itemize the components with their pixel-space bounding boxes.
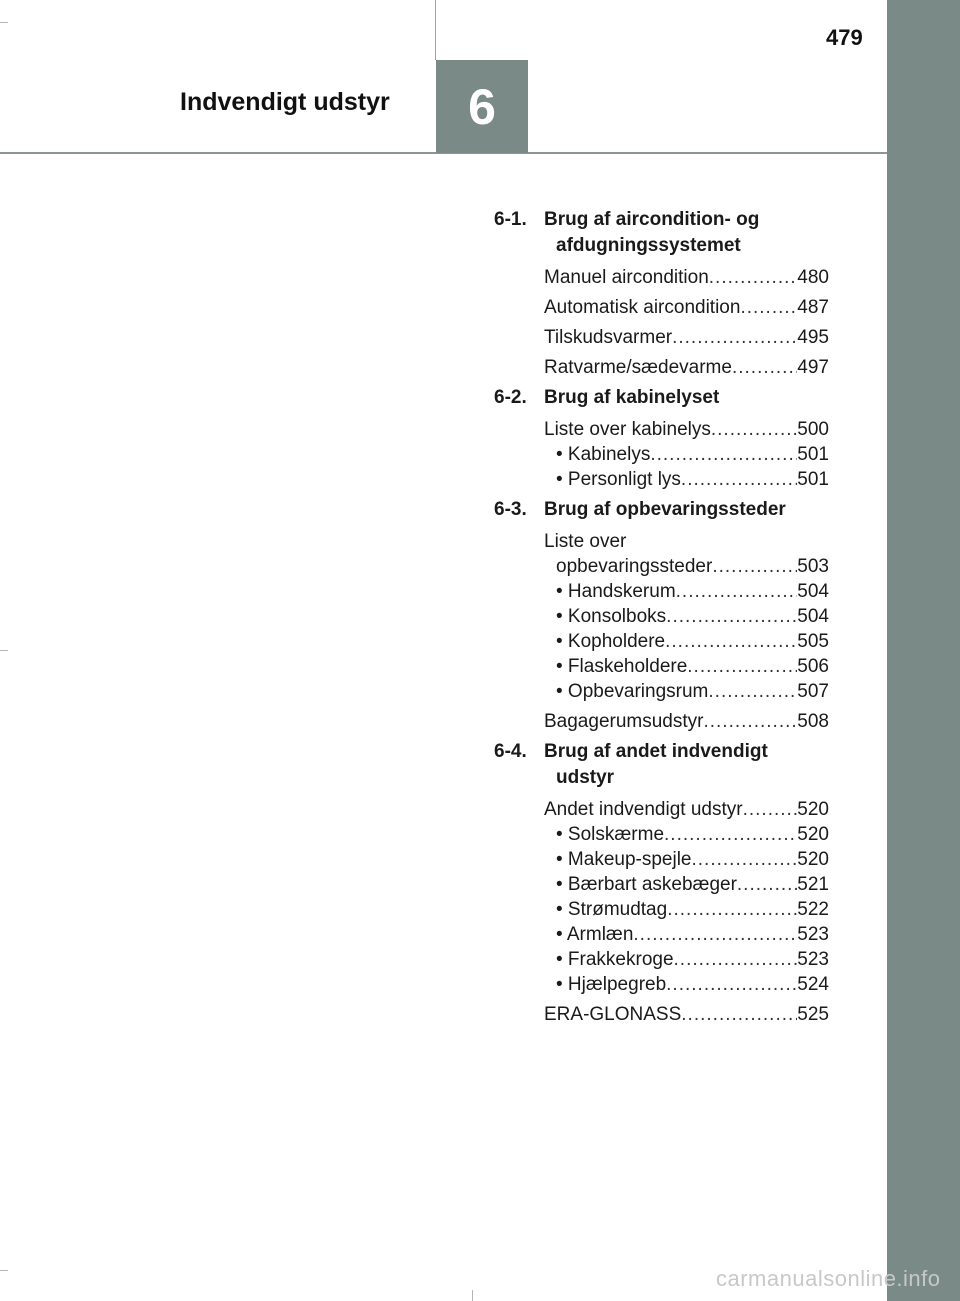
leader-dots [672,325,797,350]
section-number: 6-3. [494,499,527,520]
table-of-contents [494,207,829,1032]
leader-dots [633,922,797,947]
entry-label: • Opbevaringsrum [556,681,709,702]
leader-dots [650,442,797,467]
entry-page: 497 [797,357,829,378]
crop-mark [0,1270,8,1271]
leader-dots [681,1002,797,1027]
leader-dots [712,554,797,579]
entry-page: 501 [797,444,829,465]
entry-page: 520 [797,824,829,845]
toc-subentry[interactable] [494,604,829,629]
entry-label: Ratvarme/sædevarme [544,357,732,378]
entry-label: • Hjælpegreb [556,974,667,995]
leader-dots [711,417,797,442]
leader-dots [737,872,797,897]
toc-section-heading[interactable] [494,207,829,259]
section-number: 6-1. [494,209,527,230]
entry-page: 521 [797,874,829,895]
toc-section-heading[interactable] [494,497,829,523]
toc-entry[interactable] [494,1002,829,1027]
toc-section-6-2 [494,385,829,492]
leader-dots [665,629,797,654]
entry-page: 506 [797,656,829,677]
entry-page: 487 [797,297,829,318]
entry-label: • Konsolboks [556,606,667,627]
toc-subentry[interactable] [494,847,829,872]
leader-dots [703,709,797,734]
leader-dots [743,797,798,822]
page-number: 479 [826,25,863,50]
entry-label: Automatisk aircondition [544,297,741,318]
entry-label: • Personligt lys [556,469,681,490]
toc-entry[interactable] [494,355,829,380]
leader-dots [664,822,797,847]
toc-subentry[interactable] [494,629,829,654]
section-number: 6-2. [494,387,527,408]
entry-page: 520 [797,799,829,820]
leader-dots [732,355,797,380]
section-title: Brug af aircondition- og afdugningssystemet [544,209,760,256]
entry-label: • Bærbart askebæger [556,874,737,895]
crop-mark [0,22,8,23]
toc-section-6-4 [494,739,829,1027]
section-title: Brug af kabinelyset [544,387,720,408]
entry-page: 500 [797,419,829,440]
toc-subentry[interactable] [494,872,829,897]
entry-label: • Strømudtag [556,899,668,920]
section-title: Brug af opbevaringssteder [544,499,786,520]
entry-label: • Kopholdere [556,631,666,652]
toc-section-heading[interactable] [494,385,829,411]
toc-subentry[interactable] [494,947,829,972]
crop-mark [0,650,8,651]
toc-entry-line[interactable]: Liste over [544,531,627,552]
entry-label: • Frakkekroge [556,949,674,970]
entry-page: 501 [797,469,829,490]
toc-entry[interactable] [494,265,829,290]
entry-page: 522 [797,899,829,920]
toc-subentry[interactable] [494,467,829,492]
entry-page: 504 [797,606,829,627]
leader-dots [708,679,797,704]
entry-page: 523 [797,924,829,945]
entry-label: ERA-GLONASS [544,1004,682,1025]
leader-dots [666,972,797,997]
toc-subentry[interactable] [494,579,829,604]
toc-section-6-1 [494,207,829,380]
toc-subentry[interactable] [494,679,829,704]
toc-entry[interactable] [494,417,829,442]
entry-label: opbevaringssteder [556,556,713,577]
entry-page: 507 [797,681,829,702]
entry-label: • Armlæn [556,924,634,945]
entry-label: Manuel aircondition [544,267,709,288]
toc-subentry[interactable] [494,972,829,997]
entry-label: • Makeup-spejle [556,849,692,870]
header-divider [435,0,436,60]
entry-page: 525 [797,1004,829,1025]
leader-dots [692,847,798,872]
crop-mark [472,1290,473,1301]
toc-entry[interactable] [494,709,829,734]
leader-dots [740,295,797,320]
entry-label: Tilskudsvarmer [544,327,673,348]
leader-dots [667,897,797,922]
chapter-side-tab [887,0,960,1301]
section-number: 6-4. [494,741,527,762]
leader-dots [676,579,798,604]
toc-entry[interactable] [494,554,829,579]
entry-page: 505 [797,631,829,652]
entry-page: 524 [797,974,829,995]
section-title: Brug af andet indvendigt udstyr [544,741,768,788]
entry-label: • Kabinelys [556,444,651,465]
toc-entry[interactable] [494,325,829,350]
entry-page: 503 [797,556,829,577]
entry-page: 480 [797,267,829,288]
leader-dots [666,604,797,629]
toc-section-6-3 [494,497,829,734]
entry-page: 508 [797,711,829,732]
leader-dots [709,265,798,290]
entry-page: 504 [797,581,829,602]
toc-subentry[interactable] [494,654,829,679]
leader-dots [687,654,797,679]
toc-entry[interactable] [494,295,829,320]
chapter-title: Indvendigt udstyr [180,88,390,116]
toc-section-heading[interactable] [494,739,829,791]
entry-page: 520 [797,849,829,870]
leader-dots [674,947,798,972]
entry-label: Bagagerumsudstyr [544,711,704,732]
entry-label: • Flaskeholdere [556,656,688,677]
entry-label: • Handskerum [556,581,676,602]
toc-subentry[interactable] [494,922,829,947]
toc-entry[interactable] [494,797,829,822]
entry-page: 523 [797,949,829,970]
chapter-number-box [436,60,528,153]
entry-label: Liste over kabinelys [544,419,711,440]
entry-label: Andet indvendigt udstyr [544,799,743,820]
watermark: carmanualsonline.info [716,1266,941,1291]
entry-page: 495 [797,327,829,348]
leader-dots [681,467,797,492]
toc-subentry[interactable] [494,822,829,847]
toc-subentry[interactable] [494,897,829,922]
toc-subentry[interactable] [494,442,829,467]
chapter-number: 6 [468,78,496,135]
entry-label: • Solskærme [556,824,665,845]
